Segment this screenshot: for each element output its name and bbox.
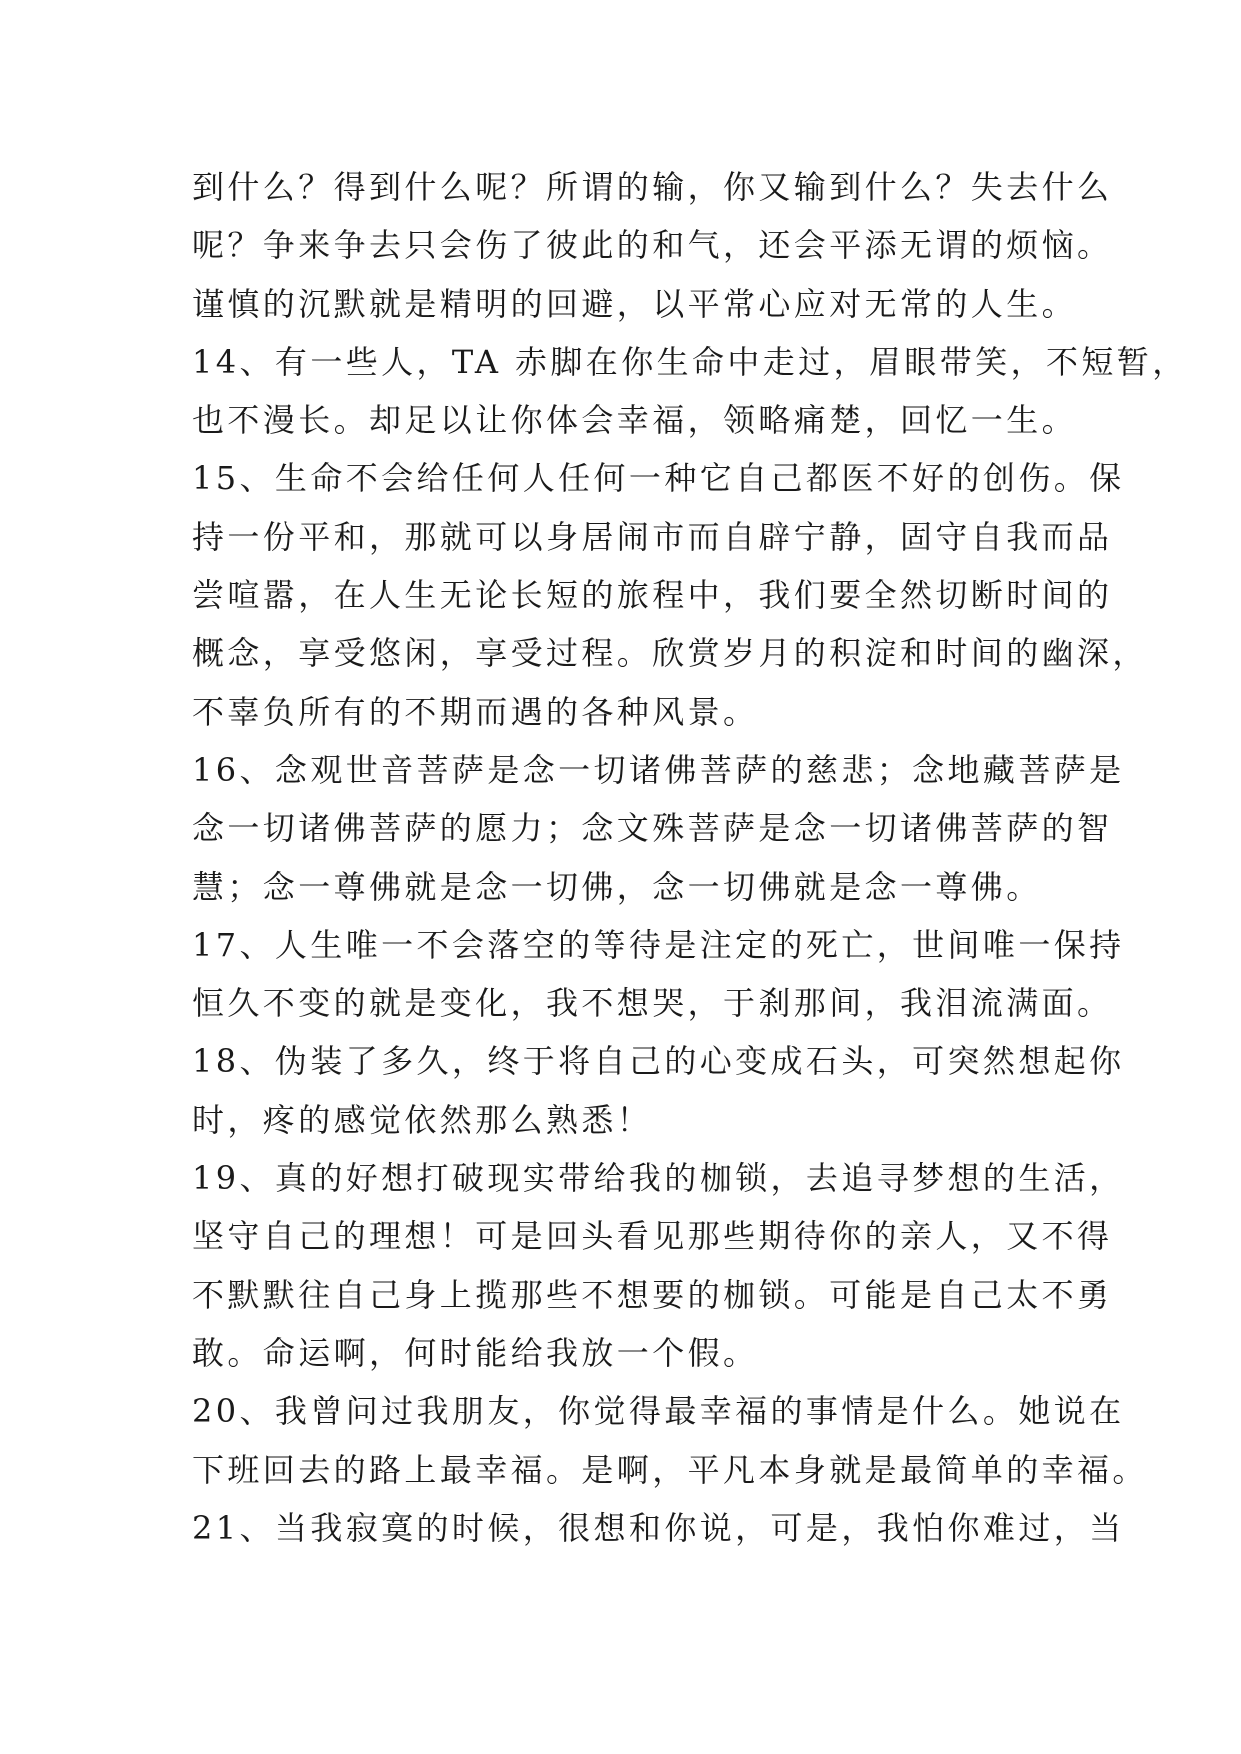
text-line: 敢。命运啊，何时能给我放一个假。 [192, 1333, 759, 1372]
text-line: 恒久不变的就是变化，我不想哭，于刹那间，我泪流满面。 [192, 984, 1113, 1023]
text-line: 时，疼的感觉依然那么熟悉！ [192, 1100, 653, 1139]
text-line: 谨慎的沉默就是精明的回避，以平常心应对无常的人生。 [192, 284, 1078, 323]
text-line: 呢？争来争去只会伤了彼此的和气，还会平添无谓的烦恼。 [192, 226, 1113, 265]
text-line: 持一份平和，那就可以身居闹市而自辟宁静，固守自我而品 [192, 517, 1113, 556]
text-line: 15、生命不会给任何人任何一种它自己都医不好的创伤。保 [192, 459, 1125, 498]
text-line: 概念，享受悠闲，享受过程。欣赏岁月的积淀和时间的幽深， [192, 634, 1148, 673]
text-line: 不辜负所有的不期而遇的各种风景。 [192, 692, 759, 731]
text-line: 坚守自己的理想！可是回头看见那些期待你的亲人，又不得 [192, 1217, 1113, 1256]
text-line: 念一切诸佛菩萨的愿力；念文殊菩萨是念一切诸佛菩萨的智 [192, 809, 1113, 848]
text-line: 16、念观世音菩萨是念一切诸佛菩萨的慈悲；念地藏菩萨是 [192, 750, 1125, 789]
text-line: 20、我曾问过我朋友，你觉得最幸福的事情是什么。她说在 [192, 1392, 1125, 1431]
text-line: 也不漫长。却足以让你体会幸福，领略痛楚，回忆一生。 [192, 401, 1078, 440]
text-line: 不默默往自己身上揽那些不想要的枷锁。可能是自己太不勇 [192, 1275, 1113, 1314]
text-line: 19、真的好想打破现实带给我的枷锁，去追寻梦想的生活， [192, 1159, 1125, 1198]
text-line: 慧；念一尊佛就是念一切佛，念一切佛就是念一尊佛。 [192, 867, 1042, 906]
text-line: 到什么？得到什么呢？所谓的输，你又输到什么？失去什么 [192, 168, 1113, 206]
text-line: 尝喧嚣，在人生无论长短的旅程中，我们要全然切断时间的 [192, 576, 1113, 615]
text-line: 17、人生唯一不会落空的等待是注定的死亡，世间唯一保持 [192, 925, 1125, 964]
text-line: 14、有一些人，TA 赤脚在你生命中走过，眉眼带笑，不短暂， [192, 342, 1188, 381]
text-line: 21、当我寂寞的时候，很想和你说，可是，我怕你难过，当 [192, 1508, 1125, 1547]
text-line: 18、伪装了多久，终于将自己的心变成石头，可突然想起你 [192, 1042, 1125, 1081]
text-line: 下班回去的路上最幸福。是啊，平凡本身就是最简单的幸福。 [192, 1450, 1148, 1489]
body-text [192, 158, 1188, 1557]
